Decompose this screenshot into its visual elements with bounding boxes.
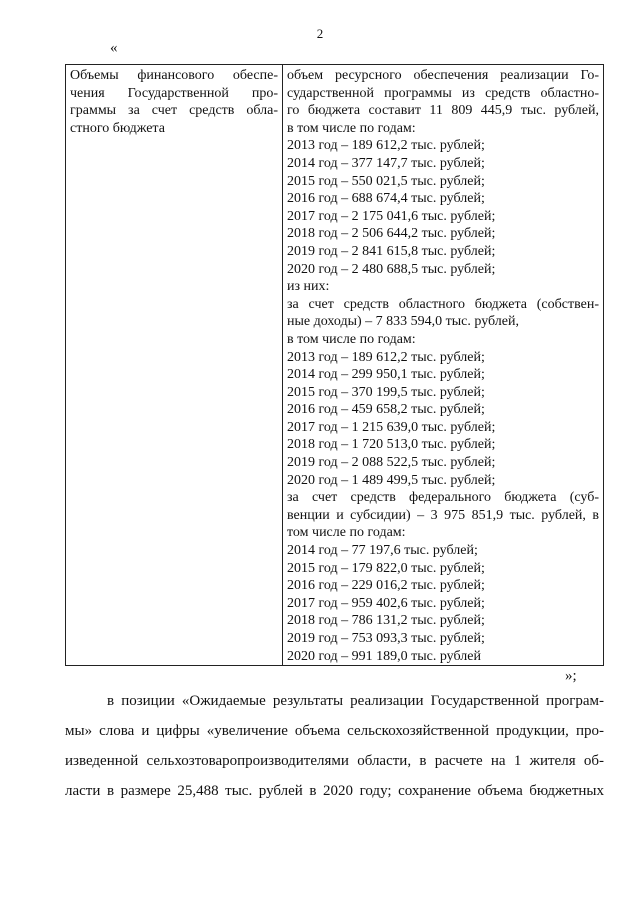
right-cell-line: за счет средств федерального бюджета (суб- (287, 490, 599, 506)
right-cell-line: 2019 год – 753 093,3 тыс. рублей; (287, 631, 485, 646)
right-cell-line: 2014 год – 77 197,6 тыс. рублей; (287, 543, 478, 559)
right-cell-line: том числе по годам: (287, 525, 406, 541)
right-cell-line: го бюджета составит 11 809 445,9 тыс. рублей, (287, 103, 599, 119)
right-cell-line: венции и субсидии) – 3 975 851,9 тыс. рублей, в (287, 507, 599, 523)
right-cell-line: 2018 год – 786 131,2 тыс. рублей; (287, 613, 485, 629)
right-cell-line: в том числе по годам: (287, 120, 416, 136)
paragraph-line: в позиции «Ожидаемые результаты реализации Государственной програм- (107, 693, 604, 709)
right-cell-line: 2013 год – 189 612,2 тыс. рублей; (287, 349, 485, 365)
paragraph-line: мы» слова и цифры «увеличение объема сельскохозяйственной продукции, про- (65, 723, 604, 739)
right-cell-line: 2019 год – 2 841 615,8 тыс. рублей; (287, 243, 496, 259)
paragraph-line: изведенной сельхозтоваропроизводителями области, в расчете на 1 жителя об- (65, 753, 604, 769)
right-cell-line: 2015 год – 550 021,5 тыс. рублей; (287, 173, 485, 189)
right-cell-line: 2019 год – 2 088 522,5 тыс. рублей; (287, 455, 496, 471)
right-cell-line: 2017 год – 959 402,6 тыс. рублей; (287, 595, 485, 611)
amendment-paragraph (65, 686, 604, 806)
right-cell-line: 2014 год – 299 950,1 тыс. рублей; (287, 367, 485, 383)
financing-table (65, 64, 604, 666)
financing-value-cell (283, 65, 604, 666)
right-cell-line: 2016 год – 688 674,4 тыс. рублей; (287, 191, 485, 207)
table-row (66, 65, 604, 666)
right-cell-line: сударственной программы из средств областно- (287, 85, 599, 101)
right-cell-line: 2018 год – 2 506 644,2 тыс. рублей; (287, 226, 496, 242)
right-cell-line: 2017 год – 2 175 041,6 тыс. рублей; (287, 208, 496, 224)
right-cell-line: 2015 год – 370 199,5 тыс. рублей; (287, 384, 485, 400)
right-cell-line: за счет средств областного бюджета (собствен- (287, 296, 599, 312)
closing-quote-mark: »; (565, 668, 577, 684)
right-cell-line: 2013 год – 189 612,2 тыс. рублей; (287, 138, 485, 154)
right-cell-line: объем ресурсного обеспечения реализации Го- (287, 68, 599, 83)
right-cell-line: 2015 год – 179 822,0 тыс. рублей; (287, 560, 485, 576)
right-cell-line: 2020 год – 991 189,0 тыс. рублей (287, 648, 481, 664)
left-cell-line: Объемы финансового обеспе- (70, 68, 278, 83)
right-cell-line: в том числе по годам: (287, 331, 416, 347)
left-cell-line: граммы за счет средств обла- (70, 103, 278, 119)
right-cell-line: 2016 год – 229 016,2 тыс. рублей; (287, 578, 485, 594)
right-cell-line: 2018 год – 1 720 513,0 тыс. рублей; (287, 437, 496, 453)
opening-quote-mark: « (110, 40, 118, 56)
left-cell-line: стного бюджета (70, 120, 165, 136)
paragraph-line: ласти в размере 25,488 тыс. рублей в 2020 году; сохранение объема бюджетных (65, 783, 604, 799)
right-cell-line: 2020 год – 1 489 499,5 тыс. рублей; (287, 472, 496, 488)
right-cell-line: 2016 год – 459 658,2 тыс. рублей; (287, 402, 485, 418)
right-cell-line: ные доходы) – 7 833 594,0 тыс. рублей, (287, 314, 519, 330)
right-cell-line: 2020 год – 2 480 688,5 тыс. рублей; (287, 261, 496, 277)
right-cell-line: 2014 год – 377 147,7 тыс. рублей; (287, 155, 485, 171)
left-cell-line: чения Государственной про- (70, 85, 278, 101)
right-cell-line: 2017 год – 1 215 639,0 тыс. рублей; (287, 419, 496, 435)
financing-label-cell (66, 65, 283, 666)
right-cell-line: из них: (287, 279, 330, 295)
page-number: 2 (316, 26, 324, 41)
